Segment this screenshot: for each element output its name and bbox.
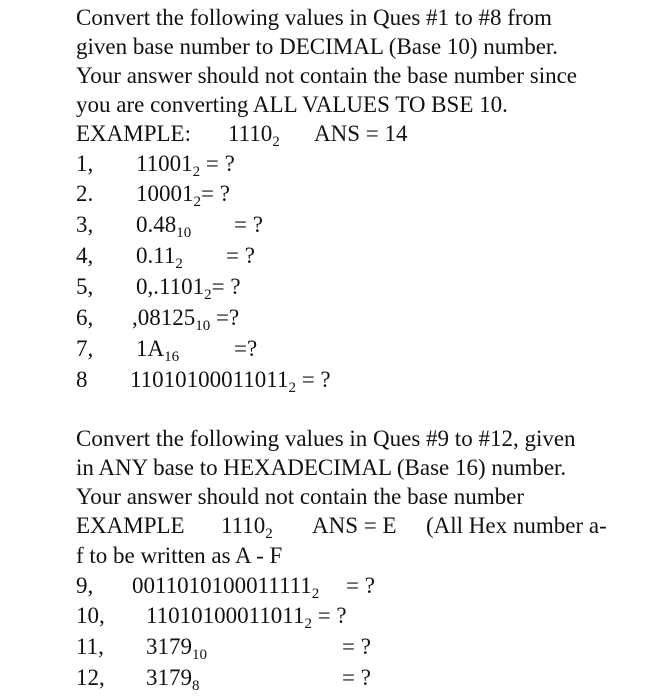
question-number: 7,: [76, 336, 94, 361]
question-eq: = ?: [342, 634, 371, 659]
question-value: $,08125_{10}$ =?: [132, 305, 240, 334]
question-number: 11,: [76, 634, 104, 659]
example2-value: $1110_2$: [221, 513, 273, 542]
question-value: $11010100011011_2$ = ?: [146, 603, 347, 632]
intro-line-1: Convert the following values in Ques #1 to #8 from: [76, 5, 552, 30]
example-label: EXAMPLE:: [76, 121, 191, 146]
example2-note: (All Hex number a-: [426, 513, 607, 538]
example-value: $1110_2$: [228, 121, 280, 150]
intro2-line-2: in ANY base to HEXADECIMAL (Base 16) number.: [76, 455, 567, 480]
question-number: 12,: [76, 665, 105, 690]
question-value: $11010100011011_2$ = ?: [130, 367, 331, 396]
question-number: 2.: [76, 181, 94, 206]
question-value: $1A_{16}$: [136, 336, 180, 365]
question-value: $3179_{10}$: [146, 634, 207, 663]
example2-label: EXAMPLE: [76, 513, 185, 538]
intro-line-3: Your answer should not contain the base number since: [76, 63, 578, 88]
intro2-line-1: Convert the following values in Ques #9 to #12, given: [76, 426, 576, 451]
question-value: $3179_8$: [146, 665, 200, 694]
example2-note-cont: f to be written as A - F: [76, 543, 283, 568]
intro-line-2: given base number to DECIMAL (Base 10) number.: [76, 34, 559, 59]
question-number: 9,: [76, 573, 94, 598]
question-eq: =?: [234, 336, 258, 361]
question-value: $11001_2$ = ?: [136, 151, 235, 180]
question-eq: = ?: [346, 573, 375, 598]
question-eq: = ?: [342, 665, 371, 690]
question-number: 8: [76, 367, 88, 392]
question-number: 1,: [76, 151, 94, 176]
question-number: 6,: [76, 305, 94, 330]
question-value: $0011010100011111_2$: [132, 573, 320, 602]
question-value: $10001_2=$ ?: [136, 181, 230, 210]
question-number: 10,: [76, 603, 105, 628]
question-value: $0.48_{10}$: [136, 212, 192, 241]
question-value: $0.11_2$: [136, 243, 183, 272]
question-number: 4,: [76, 243, 94, 268]
intro-line-4: you are converting ALL VALUES TO BSE 10.: [76, 92, 508, 117]
question-eq: = ?: [226, 243, 255, 268]
question-eq: = ?: [234, 212, 263, 237]
intro2-line-3: Your answer should not contain the base number: [76, 484, 525, 509]
question-number: 3,: [76, 212, 94, 237]
question-number: 5,: [76, 274, 94, 299]
question-value: $0,.1101_2=$ ?: [136, 274, 241, 303]
example-answer: ANS = 14: [314, 121, 408, 146]
example2-answer: ANS = E: [312, 513, 397, 538]
